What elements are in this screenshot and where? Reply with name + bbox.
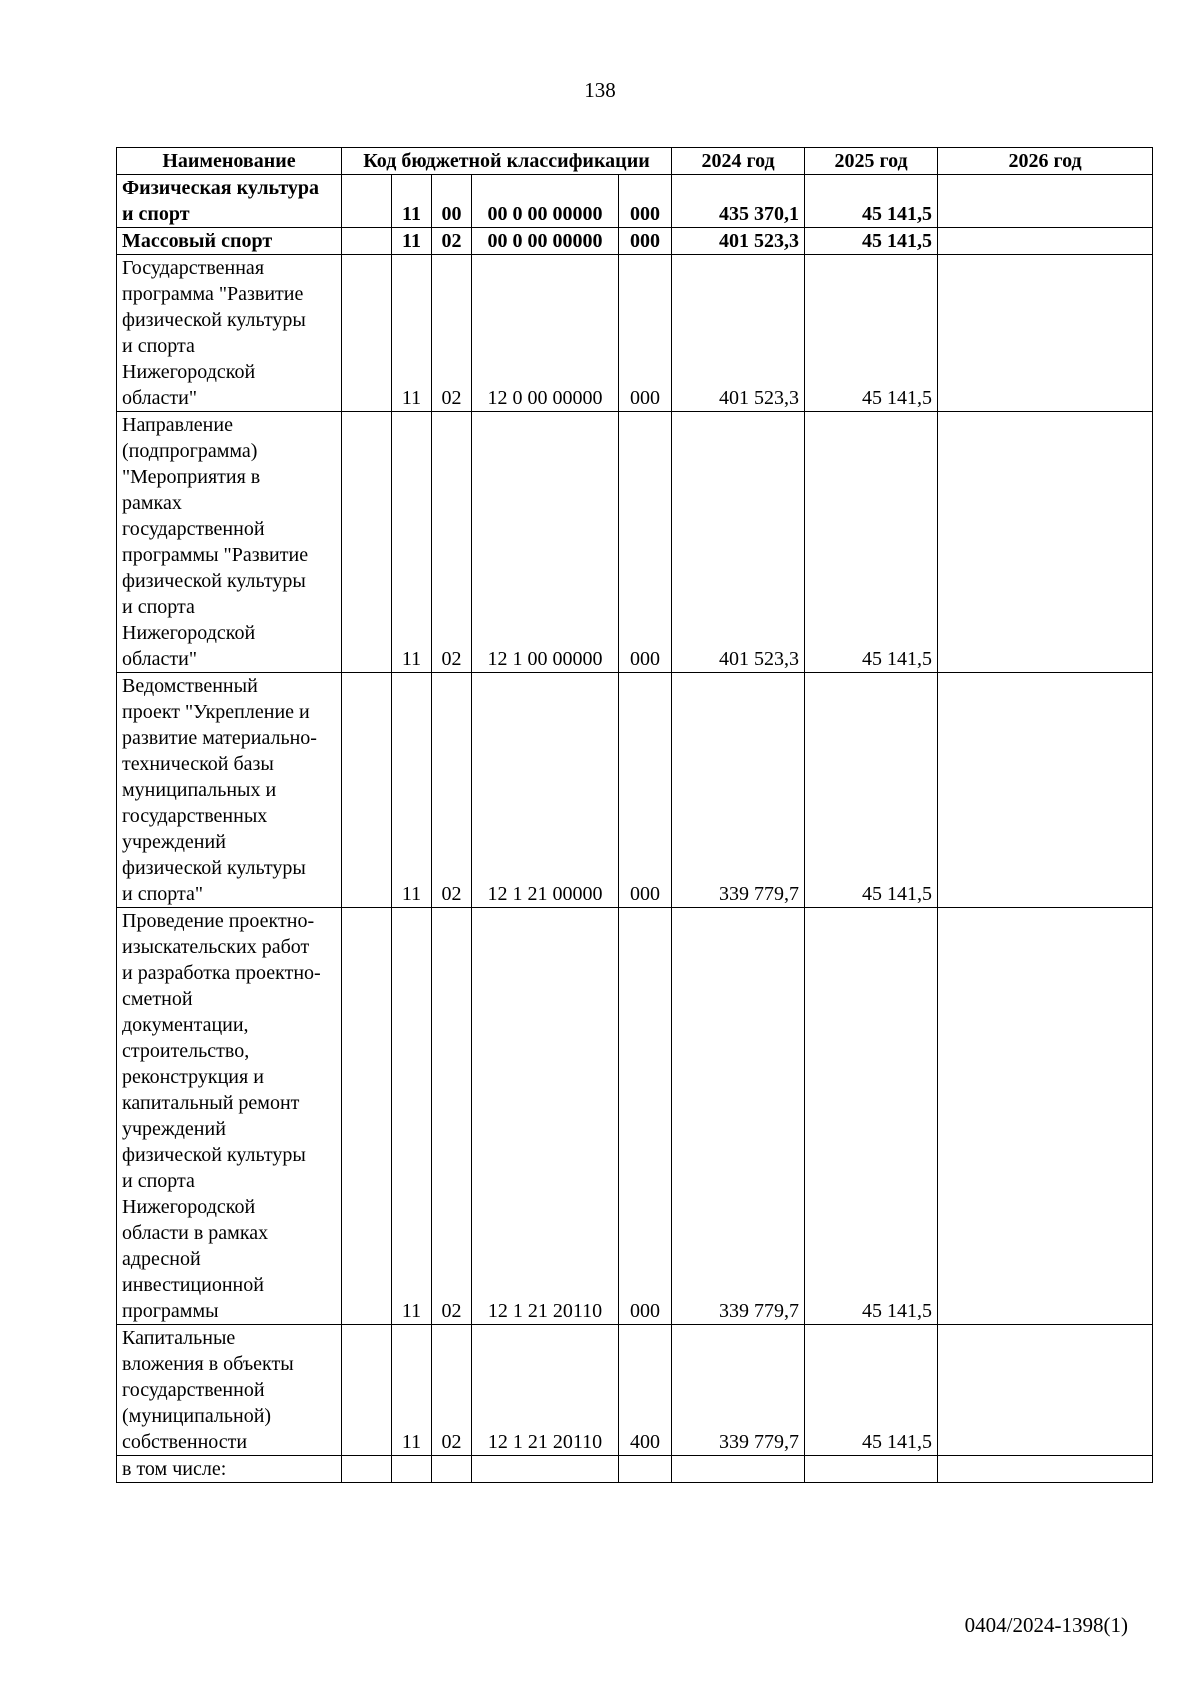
row-subsection-code: 02 bbox=[432, 255, 472, 412]
row-subsection-code: 02 bbox=[432, 228, 472, 255]
header-code: Код бюджетной классификации bbox=[342, 148, 672, 175]
row-target-article-code: 00 0 00 00000 bbox=[472, 175, 619, 228]
row-name: Ведомственный проект "Укрепление и развитие материально- технической базы муниципальных и государственных учреждений физической культуры и спорта" bbox=[117, 673, 342, 908]
row-value-2026 bbox=[938, 255, 1153, 412]
row-subsection-code bbox=[432, 1456, 472, 1483]
row-name: Капитальные вложения в объекты государственной (муниципальной) собственности bbox=[117, 1325, 342, 1456]
table-row bbox=[117, 673, 1153, 908]
row-expense-type-code: 000 bbox=[619, 175, 672, 228]
row-expense-type-code bbox=[619, 1456, 672, 1483]
row-value-2024: 435 370,1 bbox=[672, 175, 805, 228]
row-blank-code bbox=[342, 908, 392, 1325]
row-expense-type-code: 000 bbox=[619, 255, 672, 412]
row-value-2024: 401 523,3 bbox=[672, 255, 805, 412]
row-expense-type-code: 000 bbox=[619, 908, 672, 1325]
row-value-2025: 45 141,5 bbox=[805, 412, 938, 673]
row-value-2025: 45 141,5 bbox=[805, 228, 938, 255]
row-target-article-code: 12 1 21 00000 bbox=[472, 673, 619, 908]
row-section-code: 11 bbox=[392, 673, 432, 908]
row-expense-type-code: 000 bbox=[619, 228, 672, 255]
header-2025: 2025 год bbox=[805, 148, 938, 175]
row-value-2024: 401 523,3 bbox=[672, 228, 805, 255]
table-row bbox=[117, 175, 1153, 228]
row-name: в том числе: bbox=[117, 1456, 342, 1483]
table-row bbox=[117, 228, 1153, 255]
row-value-2026 bbox=[938, 1456, 1153, 1483]
row-expense-type-code: 000 bbox=[619, 412, 672, 673]
row-target-article-code: 12 1 21 20110 bbox=[472, 908, 619, 1325]
row-value-2024 bbox=[672, 1456, 805, 1483]
row-section-code: 11 bbox=[392, 1325, 432, 1456]
row-blank-code bbox=[342, 1456, 392, 1483]
row-value-2025: 45 141,5 bbox=[805, 908, 938, 1325]
page-number: 138 bbox=[584, 78, 616, 102]
row-blank-code bbox=[342, 1325, 392, 1456]
table-row bbox=[117, 1456, 1153, 1483]
row-value-2025: 45 141,5 bbox=[805, 175, 938, 228]
row-subsection-code: 00 bbox=[432, 175, 472, 228]
row-subsection-code: 02 bbox=[432, 908, 472, 1325]
row-target-article-code: 12 0 00 00000 bbox=[472, 255, 619, 412]
row-name: Проведение проектно- изыскательских работ и разработка проектно- сметной документации, строительство, реконструкция и капитальный ремонт учреждений физической культуры и спорта Нижегородской области в рамках адресной инвестиционной программы bbox=[117, 908, 342, 1325]
table-row bbox=[117, 908, 1153, 1325]
row-section-code: 11 bbox=[392, 255, 432, 412]
row-name: Государственная программа "Развитие физической культуры и спорта Нижегородской области" bbox=[117, 255, 342, 412]
row-blank-code bbox=[342, 175, 392, 228]
row-section-code: 11 bbox=[392, 412, 432, 673]
row-blank-code bbox=[342, 673, 392, 908]
row-section-code: 11 bbox=[392, 908, 432, 1325]
row-blank-code bbox=[342, 228, 392, 255]
row-section-code: 11 bbox=[392, 175, 432, 228]
row-value-2025 bbox=[805, 1456, 938, 1483]
row-name: Массовый спорт bbox=[117, 228, 342, 255]
row-section-code: 11 bbox=[392, 228, 432, 255]
row-value-2026 bbox=[938, 412, 1153, 673]
table-row bbox=[117, 255, 1153, 412]
header-2024: 2024 год bbox=[672, 148, 805, 175]
row-value-2024: 401 523,3 bbox=[672, 412, 805, 673]
row-value-2026 bbox=[938, 908, 1153, 1325]
document-number: 0404/2024-1398(1) bbox=[964, 1613, 1128, 1637]
table-row bbox=[117, 412, 1153, 673]
row-value-2026 bbox=[938, 228, 1153, 255]
row-value-2025: 45 141,5 bbox=[805, 255, 938, 412]
budget-table bbox=[116, 147, 1153, 1483]
row-value-2026 bbox=[938, 1325, 1153, 1456]
row-value-2026 bbox=[938, 175, 1153, 228]
row-value-2025: 45 141,5 bbox=[805, 1325, 938, 1456]
row-subsection-code: 02 bbox=[432, 1325, 472, 1456]
row-value-2024: 339 779,7 bbox=[672, 673, 805, 908]
row-value-2026 bbox=[938, 673, 1153, 908]
row-subsection-code: 02 bbox=[432, 412, 472, 673]
row-expense-type-code: 000 bbox=[619, 673, 672, 908]
row-blank-code bbox=[342, 412, 392, 673]
header-row bbox=[117, 148, 1153, 175]
table-row bbox=[117, 1325, 1153, 1456]
row-target-article-code: 12 1 21 20110 bbox=[472, 1325, 619, 1456]
header-2026: 2026 год bbox=[938, 148, 1153, 175]
row-target-article-code: 00 0 00 00000 bbox=[472, 228, 619, 255]
header-name: Наименование bbox=[117, 148, 342, 175]
row-subsection-code: 02 bbox=[432, 673, 472, 908]
row-target-article-code bbox=[472, 1456, 619, 1483]
row-value-2024: 339 779,7 bbox=[672, 1325, 805, 1456]
row-blank-code bbox=[342, 255, 392, 412]
row-name: Физическая культура и спорт bbox=[117, 175, 342, 228]
row-target-article-code: 12 1 00 00000 bbox=[472, 412, 619, 673]
row-value-2025: 45 141,5 bbox=[805, 673, 938, 908]
row-value-2024: 339 779,7 bbox=[672, 908, 805, 1325]
row-name: Направление (подпрограмма) "Мероприятия в рамках государственной программы "Развитие физической культуры и спорта Нижегородской области" bbox=[117, 412, 342, 673]
row-section-code bbox=[392, 1456, 432, 1483]
row-expense-type-code: 400 bbox=[619, 1325, 672, 1456]
